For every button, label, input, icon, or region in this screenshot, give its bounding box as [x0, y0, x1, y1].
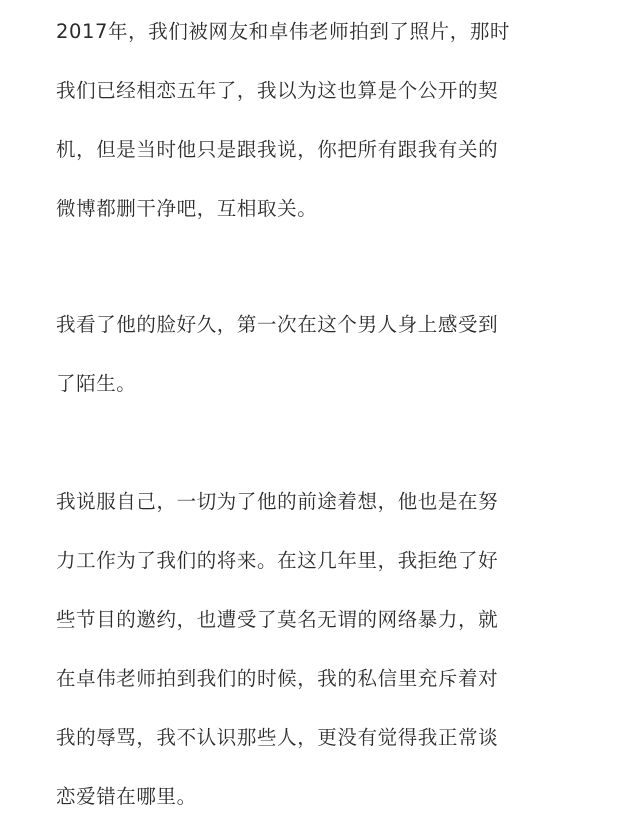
text-line: 2017年，我们被网友和卓伟老师拍到了照片，那时 [56, 20, 511, 43]
text-line: 我说服自己，一切为了他的前途着想，他也是在努 [56, 490, 499, 513]
text-line: 我的辱骂，我不认识那些人，更没有觉得我正常谈 [56, 726, 499, 749]
paragraph-2 [56, 305, 586, 423]
text-line: 力工作为了我们的将来。在这几年里，我拒绝了好 [56, 549, 499, 572]
text-line: 机，但是当时他只是跟我说，你把所有跟我有关的 [56, 138, 499, 161]
text-line: 微博都删干净吧，互相取关。 [56, 197, 318, 220]
text-line: 了陌生。 [56, 372, 137, 395]
paragraph-3 [56, 482, 586, 836]
paragraph-1 [56, 12, 586, 248]
paragraph-spacer [56, 248, 586, 305]
article-body [56, 12, 586, 836]
text-line: 恋爱错在哪里。 [56, 785, 197, 808]
paragraph-spacer [56, 423, 586, 482]
text-line: 些节目的邀约，也遭受了莫名无谓的网络暴力，就 [56, 608, 499, 631]
text-line: 我看了他的脸好久，第一次在这个男人身上感受到 [56, 313, 499, 336]
text-line: 在卓伟老师拍到我们的时候，我的私信里充斥着对 [56, 667, 499, 690]
text-line: 我们已经相恋五年了，我以为这也算是个公开的契 [56, 79, 499, 102]
